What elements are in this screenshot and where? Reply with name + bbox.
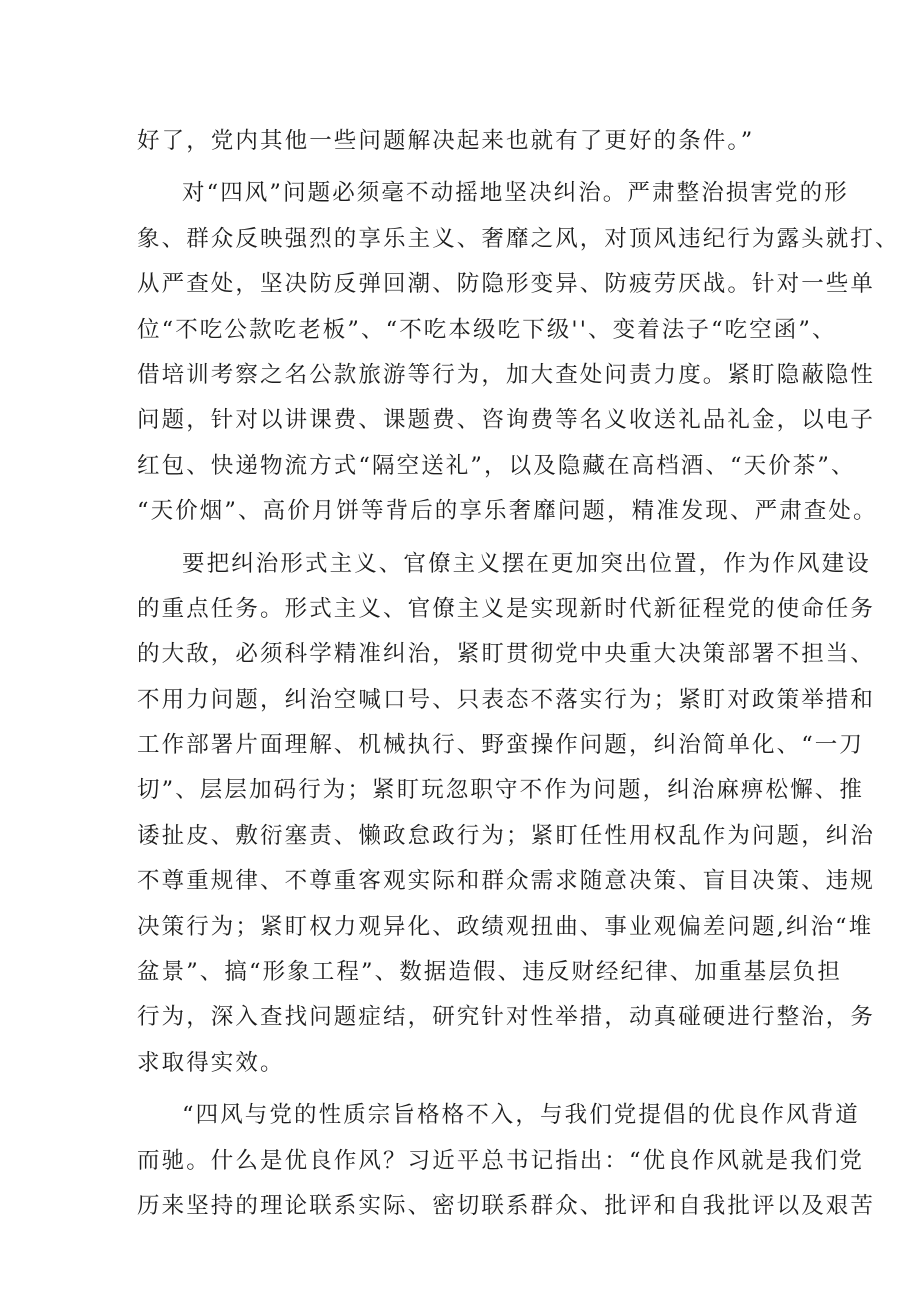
paragraph-line: 决策行为；紧盯权力观异化、政绩观扭曲、事业观偏差问题,纠治“堆 bbox=[137, 913, 874, 940]
paragraph-line: 红包、快递物流方式“隔空送礼”，以及隐藏在高档酒、“天价茶”、 bbox=[137, 452, 856, 479]
paragraph-line: 借培训考察之名公款旅游等行为，加大查处问责力度。紧盯隐蔽隐性 bbox=[137, 361, 876, 388]
paragraph-line: 从严查处，坚决防反弹回潮、防隐形变异、防疲劳厌战。针对一些单 bbox=[137, 271, 876, 298]
paragraph-line: 切”、层层加码行为；紧盯玩忽职守不作为问题，纠治麻痹松懈、推 bbox=[137, 777, 865, 804]
paragraph-line: 象、群众反映强烈的享乐主义、奢靡之风，对顶风违纪行为露头就打、 bbox=[137, 225, 900, 252]
paragraph-gap bbox=[137, 535, 797, 542]
paragraph-line: 不用力问题，纠治空喊口号、只表态不落实行为；紧盯对政策举措和 bbox=[137, 686, 876, 713]
paragraph-line: 位“不吃公款吃老板”、“不吃本级吃下级''、变着法子“吃空函”、 bbox=[137, 316, 837, 343]
paragraph-line: 历来坚持的理论联系实际、密切联系群众、批评和自我批评以及艰苦 bbox=[137, 1192, 876, 1219]
paragraph-line: 求取得实效。 bbox=[137, 1049, 285, 1076]
paragraph-line: “天价烟”、高价月饼等背后的享乐奢靡问题，精准发现、严肃查处。 bbox=[137, 498, 878, 525]
paragraph-line: 要把纠治形式主义、官僚主义摆在更加突出位置，作为作风建设 bbox=[182, 550, 871, 577]
paragraph-line: 问题，针对以讲课费、课题费、咨询费等名义收送礼品礼金，以电子 bbox=[137, 407, 876, 434]
paragraph-line: 行为，深入查找问题症结，研究针对性举措，动真碰硬进行整治，务 bbox=[137, 1004, 876, 1031]
paragraph-line: 的大敌，必须科学精准纠治，紧盯贯彻党中央重大决策部署不担当、 bbox=[137, 641, 876, 668]
document-body bbox=[137, 119, 900, 1229]
paragraph-line: 诿扯皮、敷衍塞责、懒政怠政行为；紧盯任性用权乱作为问题，纠治 bbox=[137, 822, 876, 849]
paragraph-gap bbox=[137, 1086, 797, 1093]
paragraph-line: 不尊重规律、不尊重客观实际和群众需求随意决策、盲目决策、违规 bbox=[137, 868, 876, 895]
paragraph-line: 而驰。什么是优良作风？习近平总书记指出：“优良作风就是我们党 bbox=[137, 1147, 865, 1174]
paragraph-line: 盆景”、搞“形象工程”、数据造假、违反财经纪律、加重基层负担 bbox=[137, 959, 843, 986]
paragraph-line: 好了，党内其他一些问题解决起来也就有了更好的条件。” bbox=[137, 128, 755, 154]
paragraph-line: 的重点任务。形式主义、官僚主义是实现新时代新征程党的使命任务 bbox=[137, 595, 876, 622]
paragraph-line: “四风与党的性质宗旨格格不入，与我们党提倡的优良作风背道 bbox=[182, 1102, 860, 1129]
paragraph-gap bbox=[137, 164, 797, 171]
paragraph-line: 工作部署片面理解、机械执行、野蛮操作问题，纠治简单化、“一刀 bbox=[137, 732, 865, 759]
paragraph-line: 对“四风”问题必须毫不动摇地坚决纠治。严肃整治损害党的形 bbox=[182, 180, 849, 207]
